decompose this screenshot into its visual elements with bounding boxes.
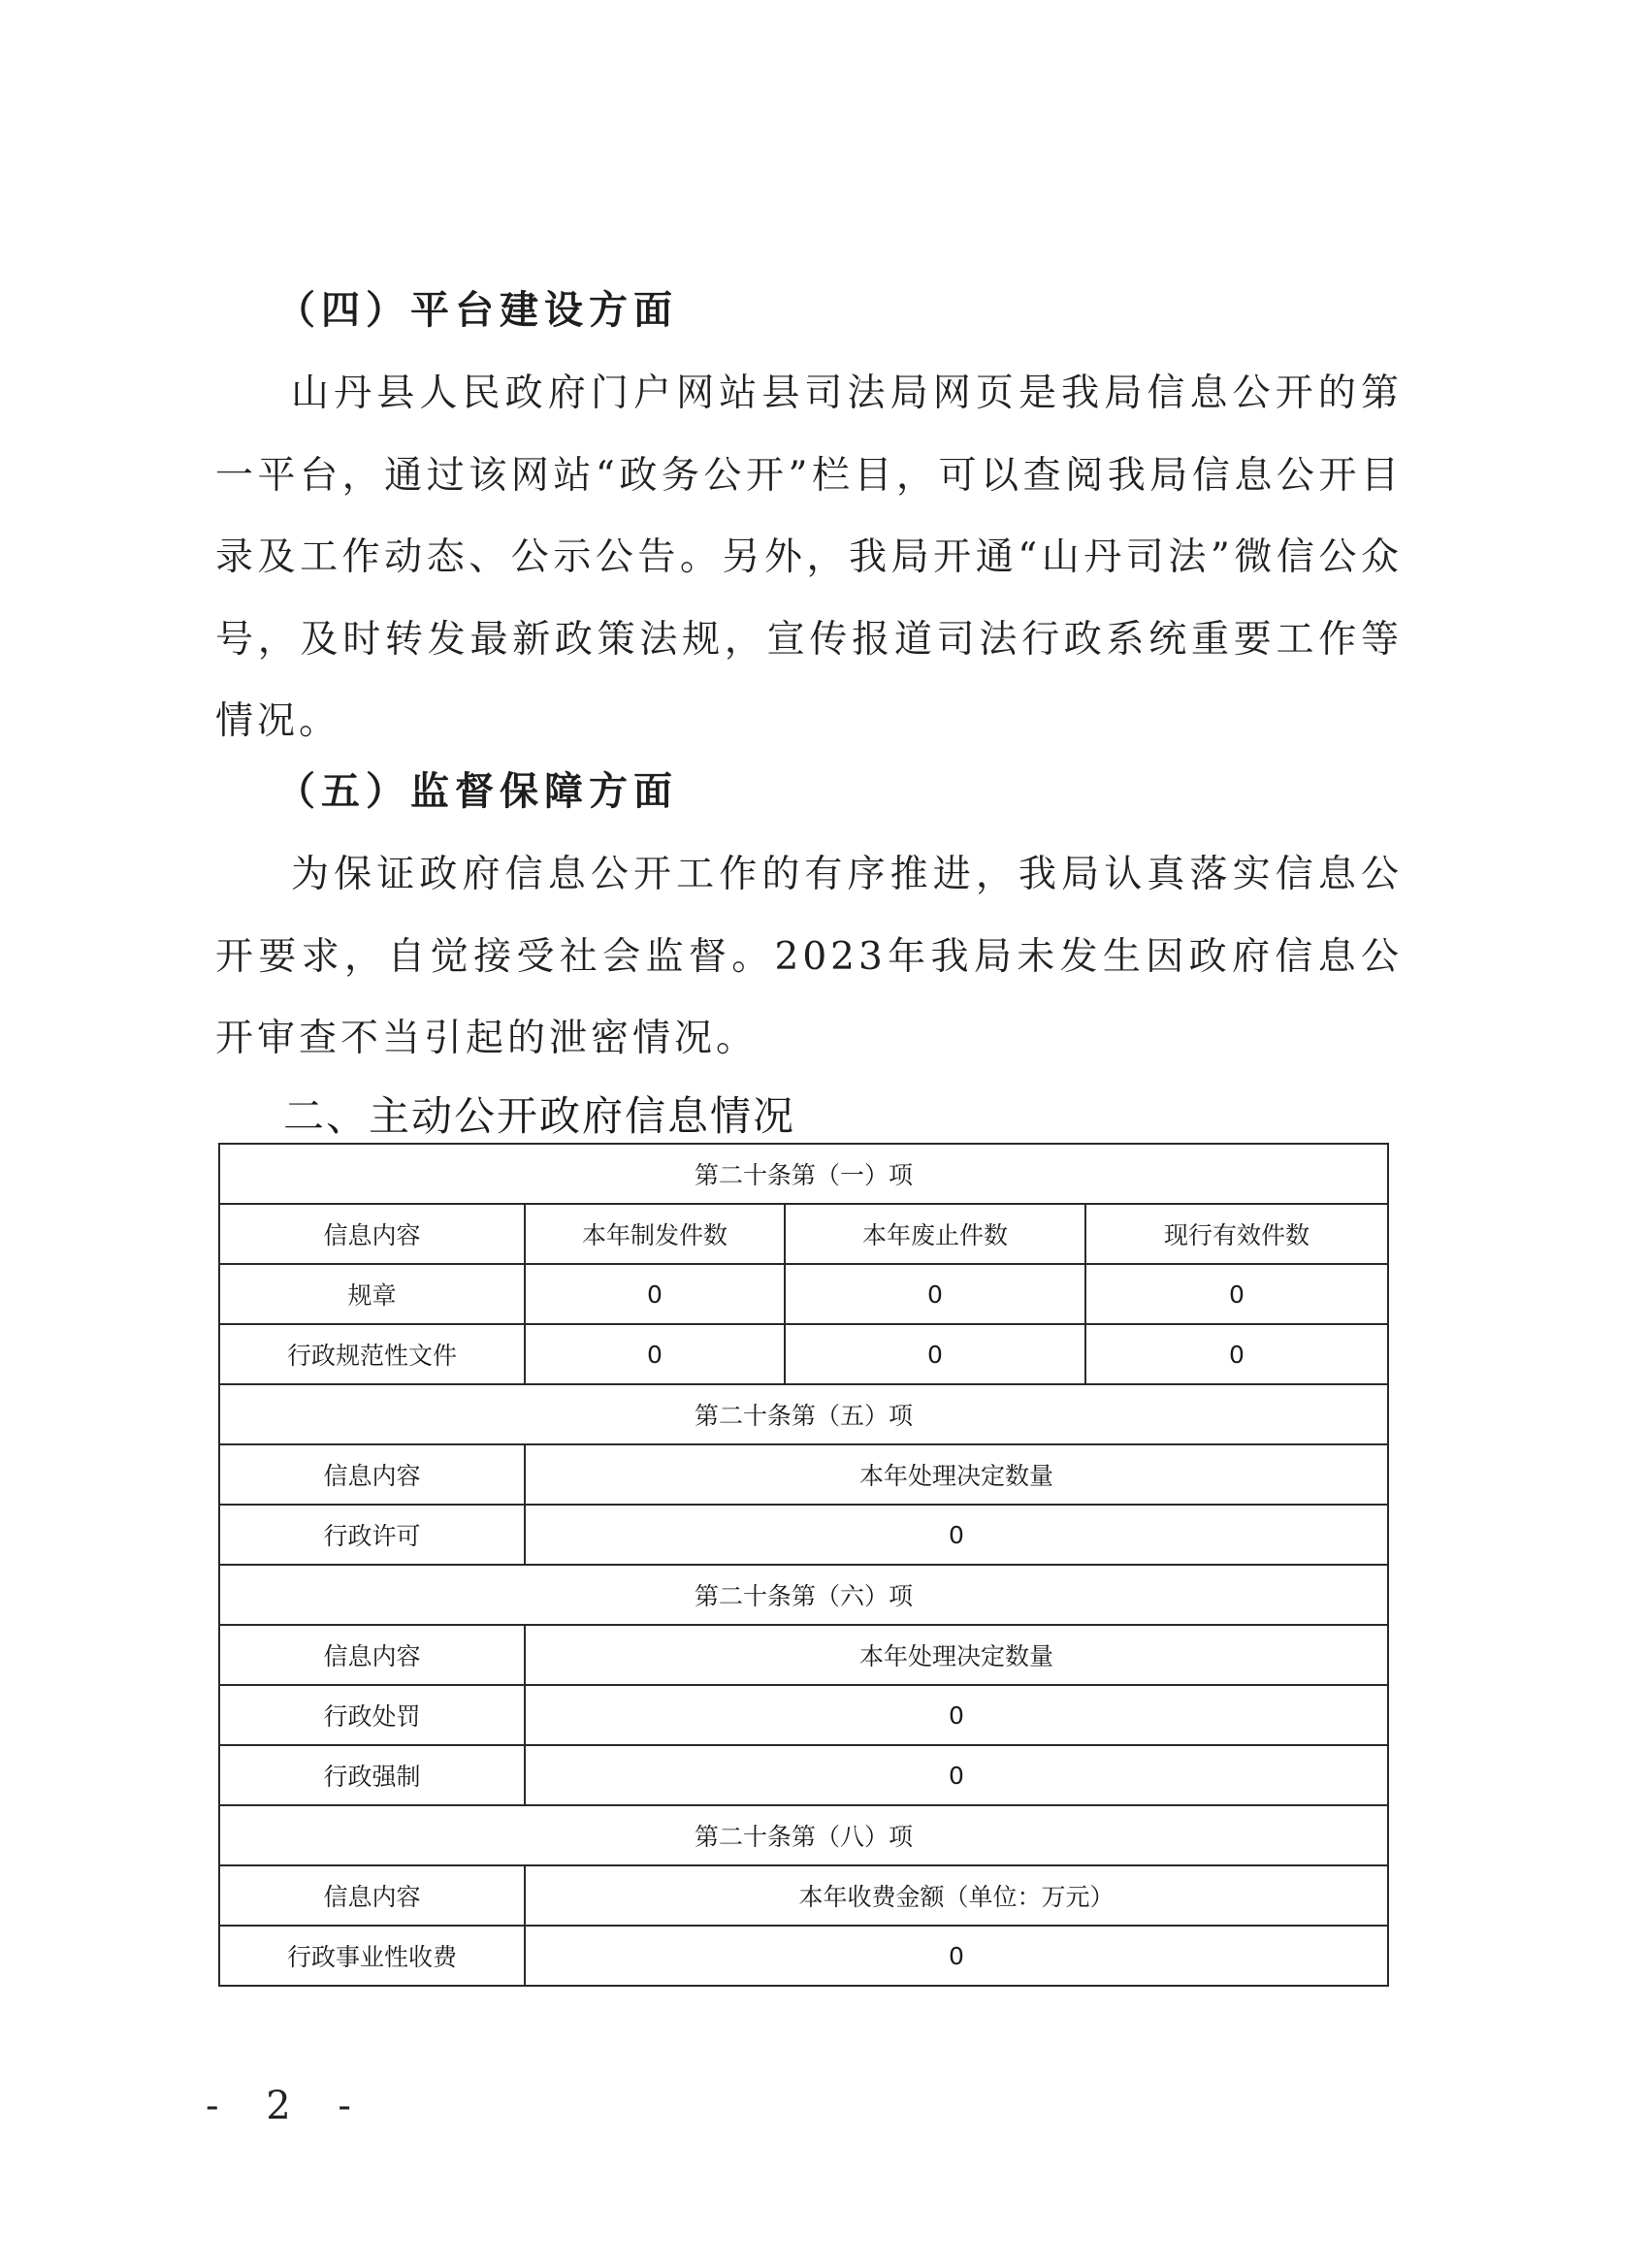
section-4-heading: （四）平台建设方面: [276, 287, 678, 333]
table-row: [219, 1685, 1388, 1745]
row-label: 规章: [219, 1264, 525, 1324]
value-cell: 0: [525, 1505, 1388, 1565]
value-cell: 0: [525, 1685, 1388, 1745]
header-cell: 本年废止件数: [785, 1204, 1085, 1264]
value-cell: 0: [785, 1264, 1085, 1324]
table-row: [219, 1926, 1388, 1986]
part-2-title: 二、主动公开政府信息情况: [283, 1092, 796, 1140]
header-cell: 信息内容: [219, 1865, 525, 1926]
row-label: 行政事业性收费: [219, 1926, 525, 1986]
table-section-header: [219, 1565, 1388, 1625]
header-cell: 本年制发件数: [525, 1204, 785, 1264]
page-number: - 2 -: [206, 2084, 369, 2128]
table-row: [219, 1324, 1388, 1384]
table-section-header: [219, 1144, 1388, 1204]
table-row: [219, 1505, 1388, 1565]
table-section-header: [219, 1384, 1388, 1444]
section-title-cell: 第二十条第（六）项: [219, 1565, 1388, 1625]
table-section-header: [219, 1805, 1388, 1865]
row-label: 行政处罚: [219, 1685, 525, 1745]
value-cell: 0: [525, 1264, 785, 1324]
disclosure-table: [218, 1143, 1389, 1987]
value-cell: 0: [785, 1324, 1085, 1384]
value-cell: 0: [1085, 1324, 1388, 1384]
table-row: [219, 1264, 1388, 1324]
table-header-row: [219, 1444, 1388, 1505]
header-cell: 信息内容: [219, 1625, 525, 1685]
header-cell: 本年收费金额（单位：万元）: [525, 1865, 1388, 1926]
value-cell: 0: [525, 1926, 1388, 1986]
header-cell: 现行有效件数: [1085, 1204, 1388, 1264]
row-label: 行政规范性文件: [219, 1324, 525, 1384]
row-label: 行政强制: [219, 1745, 525, 1805]
table-header-row: [219, 1625, 1388, 1685]
header-cell: 本年处理决定数量: [525, 1625, 1388, 1685]
table-row: [219, 1745, 1388, 1805]
section-title-cell: 第二十条第（五）项: [219, 1384, 1388, 1444]
section-title-cell: 第二十条第（八）项: [219, 1805, 1388, 1865]
section-title-cell: 第二十条第（一）项: [219, 1144, 1388, 1204]
section-4-body: 山丹县人民政府门户网站县司法局网页是我局信息公开的第一平台，通过该网站“政务公开”栏目，可以查阅我局信息公开目录及工作动态、公示公告。另外，我局开通“山丹司法”微信公众号，及时转发最新政策法规，宣传报道司法行政系统重要工作等情况。: [215, 372, 1403, 743]
header-cell: 信息内容: [219, 1204, 525, 1264]
value-cell: 0: [1085, 1264, 1388, 1324]
value-cell: 0: [525, 1324, 785, 1384]
table-header-row: [219, 1865, 1388, 1926]
section-5-heading: （五）监督保障方面: [276, 768, 678, 814]
row-label: 行政许可: [219, 1505, 525, 1565]
table-header-row: [219, 1204, 1388, 1264]
header-cell: 本年处理决定数量: [525, 1444, 1388, 1505]
section-5-body: 为保证政府信息公开工作的有序推进，我局认真落实信息公开要求，自觉接受社会监督。2023年我局未发生因政府信息公开审查不当引起的泄密情况。: [215, 853, 1403, 1060]
value-cell: 0: [525, 1745, 1388, 1805]
header-cell: 信息内容: [219, 1444, 525, 1505]
